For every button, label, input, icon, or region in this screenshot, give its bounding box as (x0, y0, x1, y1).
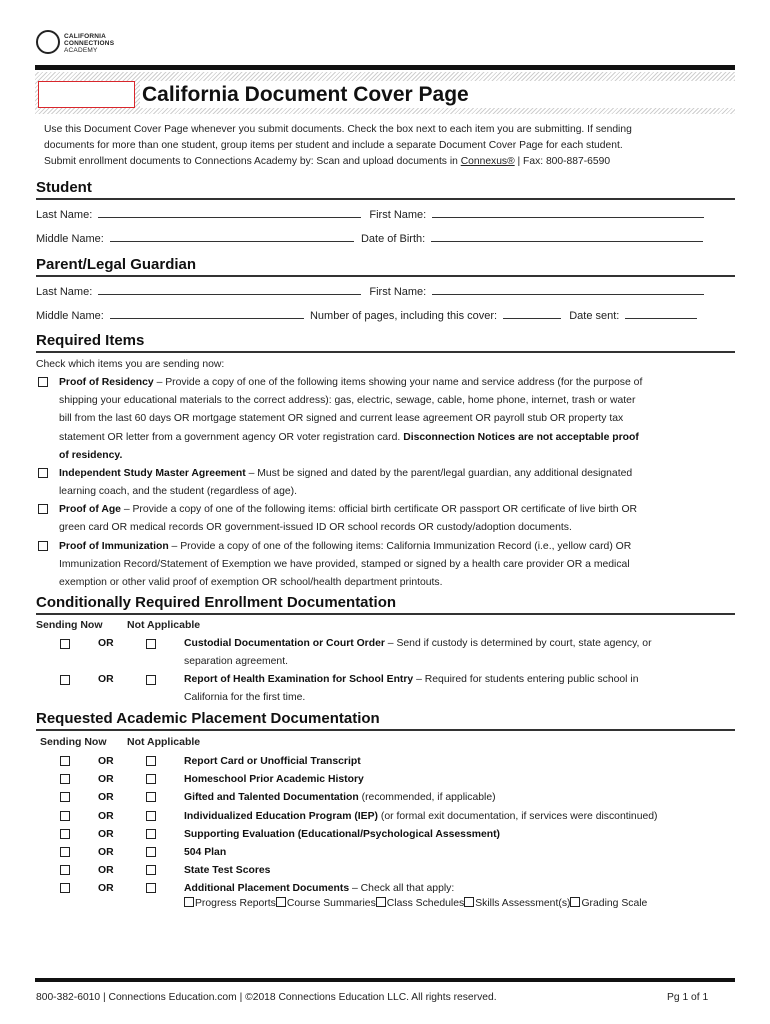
placement-na-checkbox[interactable] (146, 865, 156, 875)
placement-sending-checkbox[interactable] (60, 865, 70, 875)
first-name-label: First Name: (369, 209, 427, 221)
sub-option-checkbox[interactable] (570, 897, 580, 907)
health-line: California for the first time. (184, 692, 306, 703)
immunization-item (36, 538, 736, 593)
age-checkbox[interactable] (38, 504, 48, 514)
intro-line: documents for more than one student, group items per student and include a separate Document Cover Page for each student. (44, 140, 623, 151)
agreement-line (59, 465, 736, 483)
agreement-text: – Must be signed and dated by the parent/legal guardian, any additional designated (245, 468, 633, 479)
required-prompt: Check which items you are sending now: (36, 359, 225, 370)
guardian-first-name-field[interactable] (432, 283, 704, 295)
connexus-link[interactable]: Connexus® (460, 156, 515, 167)
or-label: OR (98, 674, 114, 685)
residency-title: Proof of Residency (59, 377, 154, 388)
logo-text (64, 33, 114, 54)
divider (36, 275, 735, 277)
placement-na-checkbox[interactable] (146, 811, 156, 821)
age-item (36, 501, 736, 537)
age-text: – Provide a copy of one of the following items: official birth certificate OR passport OR certificate of live birth OR (120, 504, 638, 515)
custodial-line: separation agreement. (184, 656, 288, 667)
or-label: OR (98, 847, 114, 858)
student-first-name-field[interactable] (432, 206, 704, 218)
intro-text (44, 122, 734, 170)
logo (36, 30, 136, 60)
health-title: Report of Health Examination for School Entry (184, 674, 414, 685)
placement-row (0, 880, 770, 898)
placement-item-label (184, 808, 658, 826)
health-line (184, 671, 638, 689)
sub-option-checkbox[interactable] (376, 897, 386, 907)
logo-line: ACADEMY (64, 47, 98, 54)
placement-item-label (184, 880, 454, 898)
placement-sending-checkbox[interactable] (60, 811, 70, 821)
residency-item (36, 374, 736, 465)
sub-option-label: Progress Reports (195, 898, 276, 909)
immunization-checkbox[interactable] (38, 541, 48, 551)
placement-item-title: Supporting Evaluation (Educational/Psychological Assessment) (184, 828, 501, 840)
or-label: OR (98, 638, 114, 649)
required-heading: Required Items (36, 332, 145, 349)
placement-item-title: State Test Scores (184, 865, 271, 877)
last-name-label: Last Name: (36, 286, 93, 298)
age-line: green card OR medical records OR government-issued ID OR school records OR custody/adoption documents. (59, 522, 572, 534)
placement-item-title: Gifted and Talented Documentation (184, 792, 359, 804)
residency-line: shipping your educational materials to the correct address): gas, electric, sewage, cable, home phone, internet, trash or water (59, 395, 636, 407)
placement-item-label (184, 826, 500, 844)
student-last-name-field[interactable] (98, 206, 361, 218)
last-name-label: Last Name: (36, 209, 93, 221)
immunization-line: exemption or other valid proof of exemption OR school/health department printouts. (59, 577, 443, 589)
residency-text: – Provide a copy of one of the following items showing your name and service address (for the purpose of (153, 377, 643, 388)
sending-now-header: Sending Now (36, 619, 103, 631)
placement-sending-checkbox[interactable] (60, 847, 70, 857)
residency-line (59, 447, 736, 465)
placement-na-checkbox[interactable] (146, 792, 156, 802)
page-title: California Document Cover Page (140, 81, 737, 108)
placement-sending-checkbox[interactable] (60, 883, 70, 893)
placement-item-label (184, 753, 361, 771)
sub-option-checkbox[interactable] (464, 897, 474, 907)
placement-item-title: Individualized Education Program (IEP) (184, 810, 378, 822)
placement-row (0, 753, 770, 771)
residency-checkbox[interactable] (38, 377, 48, 387)
logo-line: CONNECTIONS (64, 40, 115, 47)
placement-item-label (184, 844, 226, 862)
or-label: OR (98, 828, 114, 840)
pages-field[interactable] (503, 307, 561, 319)
placement-na-checkbox[interactable] (146, 756, 156, 766)
sub-option-label: Course Summaries (286, 898, 376, 909)
placement-row (0, 826, 770, 844)
guardian-row-1 (36, 283, 704, 299)
guardian-last-name-field[interactable] (98, 283, 361, 295)
placement-item-note: (recommended, if applicable) (358, 792, 496, 804)
placement-row (0, 771, 770, 789)
health-sending-checkbox[interactable] (60, 675, 70, 685)
divider (36, 198, 735, 200)
dob-label: Date of Birth: (360, 233, 426, 245)
placement-item-title: Additional Placement Documents (184, 883, 350, 895)
student-middle-name-field[interactable] (110, 230, 354, 242)
student-dob-field[interactable] (431, 230, 703, 242)
placement-na-checkbox[interactable] (146, 774, 156, 784)
placement-sending-checkbox[interactable] (60, 792, 70, 802)
sub-option-label: Skills Assessment(s) (475, 898, 571, 909)
sub-options (184, 897, 647, 909)
or-label: OR (98, 883, 114, 895)
agreement-checkbox[interactable] (38, 468, 48, 478)
or-label: OR (98, 865, 114, 877)
conditional-heading: Conditionally Required Enrollment Documentation (36, 594, 397, 611)
residency-line (59, 429, 736, 447)
barcode-box (38, 81, 135, 108)
placement-na-checkbox[interactable] (146, 847, 156, 857)
or-label: OR (98, 792, 114, 804)
divider (36, 613, 735, 615)
guardian-row-2 (36, 307, 697, 323)
residency-line: bill from the last 60 days OR mortgage statement OR signed and current lease agreement OR payroll stub OR property tax (59, 413, 624, 425)
immunization-title: Proof of Immunization (59, 541, 169, 552)
first-name-label: First Name: (369, 286, 427, 298)
middle-name-label: Middle Name: (36, 233, 104, 245)
or-label: OR (98, 756, 114, 767)
placement-item-title: Homeschool Prior Academic History (184, 774, 364, 786)
placement-item-title: 504 Plan (184, 847, 227, 858)
placement-item-note: (or formal exit documentation, if services were discontinued) (377, 810, 658, 822)
immunization-line (59, 538, 736, 556)
or-label: OR (98, 774, 114, 786)
placement-sending-checkbox[interactable] (60, 774, 70, 784)
health-row (0, 673, 770, 713)
student-row-1 (36, 206, 704, 222)
placement-item-label (184, 862, 270, 880)
footer-text: 800-382-6010 | Connections Education.com | ©2018 Connections Education LLC. All rights reserved. (36, 992, 497, 1003)
placement-sending-checkbox[interactable] (60, 756, 70, 766)
intro-line: Use this Document Cover Page whenever you submit documents. Check the box next to each item you are submitting. If sending (44, 124, 632, 135)
student-row-2 (36, 230, 703, 246)
sub-option-label: Grading Scale (581, 898, 648, 909)
date-sent-label: Date sent: (569, 310, 620, 322)
not-applicable-header: Not Applicable (127, 736, 201, 748)
residency-note: of residency. (59, 449, 123, 461)
student-heading: Student (36, 179, 92, 196)
not-applicable-header: Not Applicable (127, 619, 201, 631)
agreement-title: Independent Study Master Agreement (59, 468, 246, 479)
or-label: OR (98, 810, 114, 822)
intro-text-span: Submit enrollment documents to Connections Academy by: Scan and upload documents in (44, 156, 461, 167)
placement-row (0, 808, 770, 826)
residency-text: statement OR letter from a government agency OR voter registration card. (59, 431, 404, 443)
custodial-title: Custodial Documentation or Court Order (184, 638, 385, 649)
placement-na-checkbox[interactable] (146, 829, 156, 839)
placement-item-label (184, 789, 496, 807)
placement-row (0, 844, 770, 862)
residency-line (59, 374, 736, 392)
placement-na-checkbox[interactable] (146, 883, 156, 893)
footer-bar (35, 978, 735, 982)
sub-option-label: Class Schedules (386, 898, 465, 909)
placement-row (0, 862, 770, 880)
sub-option-checkbox[interactable] (276, 897, 286, 907)
guardian-middle-name-field[interactable] (110, 307, 304, 319)
custodial-na-checkbox[interactable] (146, 639, 156, 649)
health-na-checkbox[interactable] (146, 675, 156, 685)
pages-label: Number of pages, including this cover: (309, 310, 498, 322)
middle-name-label: Middle Name: (36, 310, 104, 322)
placement-heading: Requested Academic Placement Documentation (36, 710, 380, 727)
residency-note: Disconnection Notices are not acceptable proof (403, 431, 639, 443)
placement-item-label (184, 771, 364, 789)
header-bar (35, 65, 735, 70)
page-number: Pg 1 of 1 (667, 992, 709, 1003)
placement-sending-checkbox[interactable] (60, 829, 70, 839)
placement-item-title: Report Card or Unofficial Transcript (184, 756, 361, 767)
divider (36, 729, 735, 731)
placement-item-note: – Check all that apply: (349, 883, 455, 895)
guardian-heading: Parent/Legal Guardian (36, 256, 197, 273)
logo-line: CALIFORNIA (64, 33, 107, 40)
age-line (59, 501, 736, 519)
health-text: – Required for students entering public school in (413, 674, 639, 685)
custodial-text: – Send if custody is determined by court, state agency, or (384, 638, 652, 649)
logo-icon (36, 30, 60, 54)
custodial-line (184, 635, 652, 653)
intro-line (44, 154, 734, 170)
sending-now-header: Sending Now (40, 736, 107, 748)
divider (36, 351, 735, 353)
date-sent-field[interactable] (625, 307, 697, 319)
sub-option-checkbox[interactable] (184, 897, 194, 907)
fax-text: | Fax: 800-887-6590 (514, 156, 611, 167)
age-title: Proof of Age (59, 504, 121, 515)
immunization-line: Immunization Record/Statement of Exemption we have provided, stamped or signed by a health care provider OR a medical (59, 559, 630, 571)
placement-row (0, 789, 770, 807)
custodial-sending-checkbox[interactable] (60, 639, 70, 649)
agreement-item (36, 465, 736, 501)
agreement-line: learning coach, and the student (regardless of age). (59, 486, 297, 498)
immunization-text: – Provide a copy of one of the following items: California Immunization Record (i.e., yellow card) OR (168, 541, 632, 552)
